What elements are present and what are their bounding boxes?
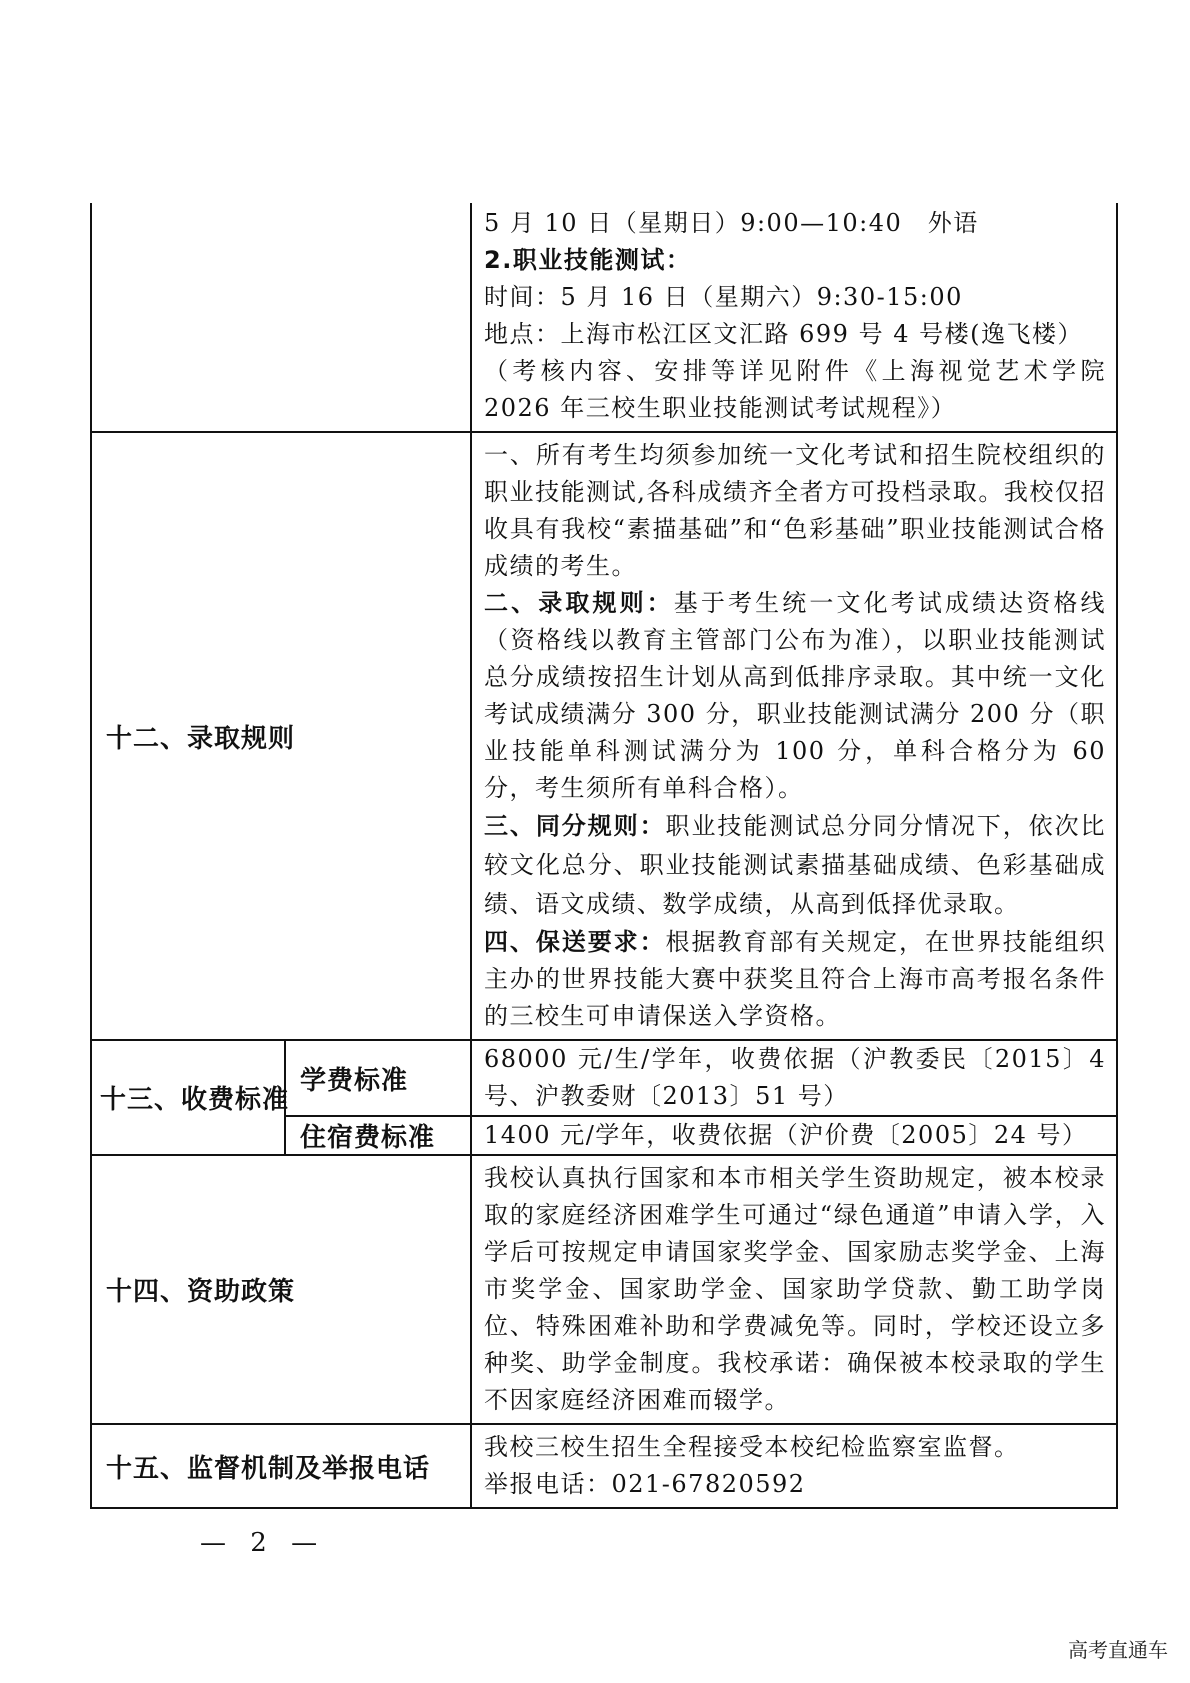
admission-rule-3 <box>484 807 1106 924</box>
admission-rule-3-body: 职业技能测试总分同分情况下，依次比较文化总分、职业技能测试素描基础成绩、色彩基础成绩、语文成绩、数学成绩，从高到低择优录取。 <box>484 812 1107 918</box>
dorm-label-cell <box>285 1116 471 1155</box>
supervision-label: 十五、监督机制及举报电话 <box>106 1453 431 1484</box>
exam-schedule-content <box>471 203 1117 432</box>
tuition-label-cell <box>285 1040 471 1116</box>
admission-rule-2 <box>484 585 1106 807</box>
supervision-statement: 我校三校生招生全程接受本校纪检监察室监督。 <box>484 1433 1020 1461</box>
admissions-table <box>90 203 1118 1509</box>
tuition-value-cell <box>471 1040 1117 1116</box>
exam-schedule-label-cell <box>91 203 471 432</box>
admission-rule-2-heading: 二、录取规则： <box>484 589 674 617</box>
dorm-label: 住宿费标准 <box>300 1123 436 1153</box>
admission-rule-3-heading: 三、同分规则： <box>484 812 666 840</box>
skill-test-note: （考核内容、安排等详见附件《上海视觉艺术学院 2026 年三校生职业技能测试考试规程》） <box>484 357 1106 422</box>
skill-test-time: 时间：5 月 16 日（星期六）9:30-15:00 <box>484 283 963 311</box>
admission-rule-4-body: 根据教育部有关规定，在世界技能组织主办的世界技能大赛中获奖且符合上海市高考报名条件的三校生可申请保送入学资格。 <box>484 928 1107 1030</box>
financial-aid-text: 我校认真执行国家和本市相关学生资助规定，被本校录取的家庭经济困难学生可通过“绿色通道”申请入学，入学后可按规定申请国家奖学金、国家励志奖学金、上海市奖学金、国家助学金、国家助学贷款、勤工助学岗位、特殊困难补助和学费减免等。同时，学校还设立多种奖、助学金制度。我校承诺：确保被本校录取的学生不因家庭经济困难而辍学。 <box>484 1164 1106 1414</box>
fees-label: 十三、收费标准 <box>100 1085 290 1115</box>
admission-rule-4 <box>484 924 1106 1035</box>
dorm-value: 1400 元/学年，收费依据（沪价费〔2005〕24 号） <box>484 1121 1088 1149</box>
fees-label-cell <box>91 1040 290 1155</box>
admission-rule-4-heading: 四、保送要求： <box>484 928 666 956</box>
supervision-row <box>91 1424 1117 1508</box>
supervision-content <box>471 1424 1117 1508</box>
tuition-row <box>91 1040 1117 1116</box>
admission-rules-content <box>471 432 1117 1040</box>
page-number: — 2 — <box>200 1528 326 1558</box>
financial-aid-content <box>471 1155 1117 1424</box>
exam-schedule-row <box>91 203 1117 432</box>
skill-test-heading: 2.职业技能测试： <box>484 246 692 274</box>
admission-rule-1: 一、所有考生均须参加统一文化考试和招生院校组织的职业技能测试,各科成绩齐全者方可投档录取。我校仅招收具有我校“素描基础”和“色彩基础”职业技能测试合格成绩的考生。 <box>484 441 1106 580</box>
tuition-label: 学费标准 <box>300 1065 409 1096</box>
admission-rule-2-body: 基于考生统一文化考试成绩达资格线（资格线以教育主管部门公布为准），以职业技能测试总分成绩按招生计划从高到低排序录取。其中统一文化考试成绩满分 300 分，职业技能测试满分 200 分（职业技能单科测试满分为 100 分，单科合格分为 60 分，考生须所有单科合格）。 <box>484 589 1107 802</box>
skill-test-location: 地点：上海市松江区文汇路 699 号 4 号楼(逸飞楼） <box>484 320 1083 348</box>
financial-aid-row <box>91 1155 1117 1424</box>
financial-aid-label-cell <box>91 1155 471 1424</box>
watermark: 高考直通车 <box>1068 1638 1168 1662</box>
dorm-value-cell <box>471 1116 1117 1155</box>
report-phone: 举报电话：021-67820592 <box>484 1470 806 1498</box>
financial-aid-label: 十四、资助政策 <box>106 1277 296 1307</box>
admission-rules-label: 十二、录取规则 <box>106 723 296 754</box>
supervision-label-cell <box>91 1424 471 1508</box>
exam-line-foreign-language: 5 月 10 日（星期日）9:00—10:40 外语 <box>484 209 979 237</box>
tuition-value: 68000 元/生/学年，收费依据（沪教委民〔2015〕4 号、沪教委财〔2013〕51 号） <box>484 1045 1106 1110</box>
admission-rules-row <box>91 432 1117 1040</box>
admission-rules-label-cell <box>91 432 471 1040</box>
